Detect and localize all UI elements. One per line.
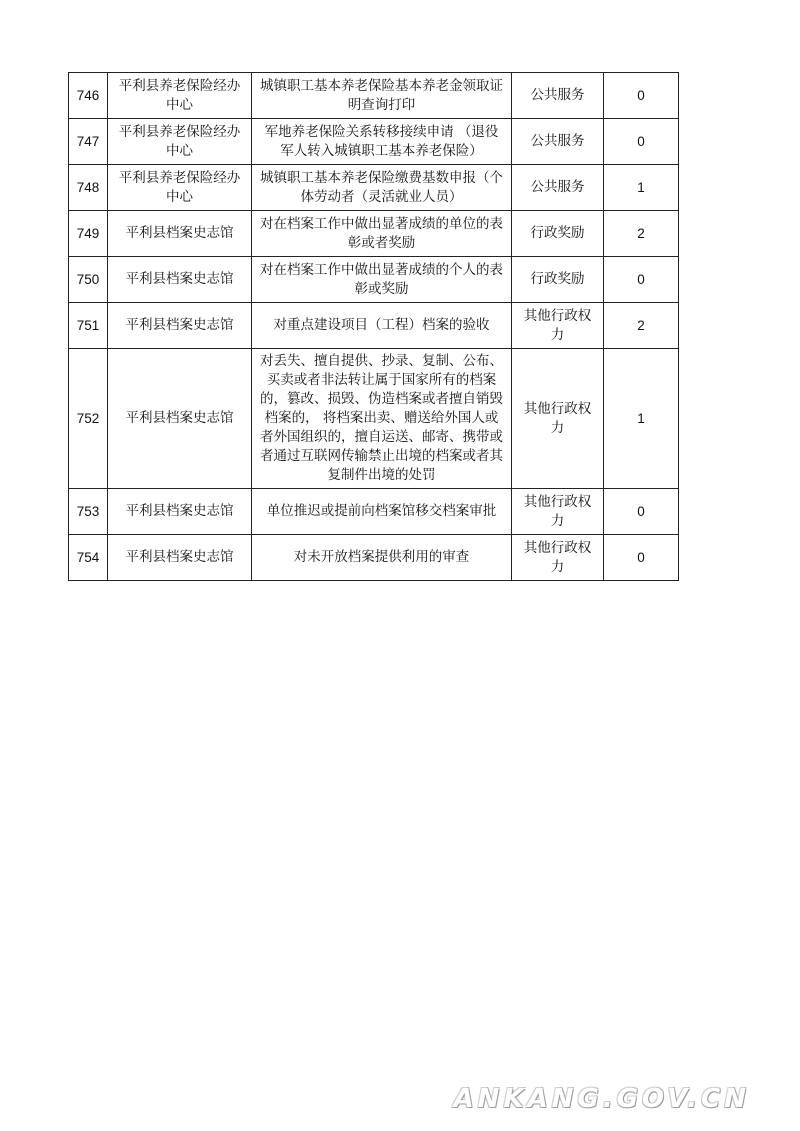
row-number: 752	[69, 349, 108, 489]
item-cell: 对在档案工作中做出显著成绩的单位的表彰或者奖励	[252, 211, 512, 257]
type-cell: 公共服务	[512, 119, 604, 165]
item-cell: 对丢失、擅自提供、抄录、复制、公布、 买卖或者非法转让属于国家所有的档案的，篡改、损毁、伪造档案或者擅自销毁档案的， 将档案出卖、赠送给外国人或者外国组织的，擅自运送、邮寄、携带或者通过互联网传输禁止出境的档案或者其复制件出境的处罚	[252, 349, 512, 489]
count-cell: 2	[604, 211, 679, 257]
count-cell: 1	[604, 165, 679, 211]
department-cell: 平利县养老保险经办中心	[108, 119, 252, 165]
count-cell: 2	[604, 303, 679, 349]
count-cell: 0	[604, 119, 679, 165]
row-number: 753	[69, 489, 108, 535]
table-row	[69, 211, 679, 257]
department-cell: 平利县养老保险经办中心	[108, 165, 252, 211]
department-cell: 平利县档案史志馆	[108, 303, 252, 349]
department-cell: 平利县档案史志馆	[108, 349, 252, 489]
site-watermark: ANKANG.GOV.CN	[453, 1084, 750, 1114]
item-cell: 对未开放档案提供利用的审查	[252, 535, 512, 581]
table-row	[69, 349, 679, 489]
count-cell: 0	[604, 257, 679, 303]
item-cell: 单位推迟或提前向档案馆移交档案审批	[252, 489, 512, 535]
department-cell: 平利县档案史志馆	[108, 489, 252, 535]
table-row	[69, 489, 679, 535]
row-number: 750	[69, 257, 108, 303]
department-cell: 平利县档案史志馆	[108, 211, 252, 257]
item-cell: 军地养老保险关系转移接续申请 （退役军人转入城镇职工基本养老保险）	[252, 119, 512, 165]
records-table	[68, 72, 679, 581]
department-cell: 平利县档案史志馆	[108, 535, 252, 581]
table-row	[69, 119, 679, 165]
type-cell: 其他行政权力	[512, 535, 604, 581]
table-row	[69, 73, 679, 119]
row-number: 749	[69, 211, 108, 257]
count-cell: 1	[604, 349, 679, 489]
type-cell: 行政奖励	[512, 211, 604, 257]
type-cell: 公共服务	[512, 165, 604, 211]
row-number: 747	[69, 119, 108, 165]
table-row	[69, 303, 679, 349]
table-row	[69, 535, 679, 581]
department-cell: 平利县档案史志馆	[108, 257, 252, 303]
count-cell: 0	[604, 73, 679, 119]
type-cell: 公共服务	[512, 73, 604, 119]
row-number: 748	[69, 165, 108, 211]
type-cell: 其他行政权力	[512, 349, 604, 489]
item-cell: 城镇职工基本养老保险缴费基数申报（个体劳动者（灵活就业人员）	[252, 165, 512, 211]
type-cell: 行政奖励	[512, 257, 604, 303]
type-cell: 其他行政权力	[512, 303, 604, 349]
count-cell: 0	[604, 535, 679, 581]
department-cell: 平利县养老保险经办中心	[108, 73, 252, 119]
row-number: 751	[69, 303, 108, 349]
item-cell: 对重点建设项目（工程）档案的验收	[252, 303, 512, 349]
row-number: 754	[69, 535, 108, 581]
item-cell: 对在档案工作中做出显著成绩的个人的表彰或奖励	[252, 257, 512, 303]
row-number: 746	[69, 73, 108, 119]
type-cell: 其他行政权力	[512, 489, 604, 535]
count-cell: 0	[604, 489, 679, 535]
table-row	[69, 165, 679, 211]
item-cell: 城镇职工基本养老保险基本养老金领取证明查询打印	[252, 73, 512, 119]
table-row	[69, 257, 679, 303]
